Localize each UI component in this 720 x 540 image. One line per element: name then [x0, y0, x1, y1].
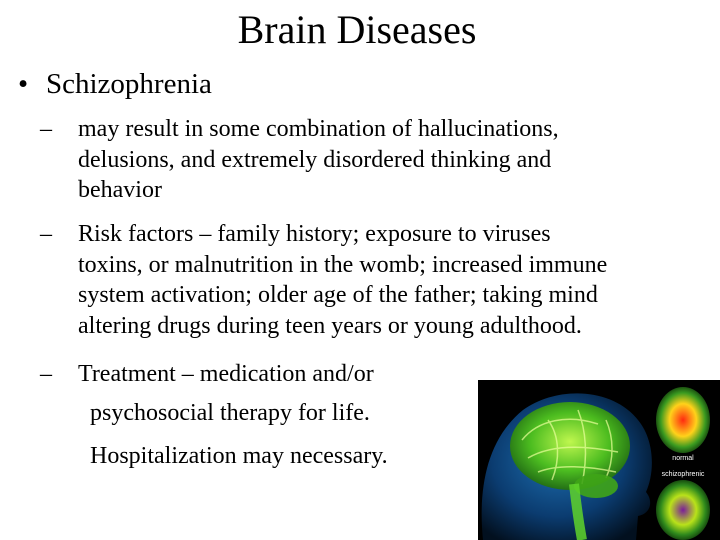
label-normal: normal — [672, 455, 694, 462]
dash-glyph: – — [40, 116, 52, 142]
line: may result in some combination of hallucinations, — [78, 116, 559, 142]
line: Treatment – medication and/or — [78, 361, 374, 387]
brain-scan-image — [478, 380, 720, 540]
line: behavior — [78, 177, 162, 203]
cerebellum-shape — [574, 474, 618, 498]
bullet-schizophrenia — [18, 66, 212, 102]
scan-normal — [656, 387, 710, 453]
dash-glyph: – — [40, 361, 52, 387]
scan-schizophrenic — [656, 480, 710, 540]
bullet-dot: • — [18, 68, 29, 100]
bullet-label: Schizophrenia — [46, 68, 212, 100]
treatment-line-3: Hospitalization may necessary. — [90, 443, 388, 469]
line: toxins, or malnutrition in the womb; increased immune — [78, 251, 608, 278]
line: altering drugs during teen years or young adulthood. — [78, 312, 582, 339]
label-schizophrenic: schizophrenic — [661, 471, 705, 478]
sub-item-risk-factors — [40, 219, 680, 341]
line: system activation; older age of the father; taking mind — [78, 282, 598, 308]
treatment-line-2: psychosocial therapy for life. — [90, 400, 370, 426]
dash-glyph: – — [40, 221, 52, 247]
brain-illustration — [478, 380, 720, 540]
line: Risk factors – family history; exposure to viruses — [78, 221, 551, 247]
slide-title: Brain Diseases — [237, 7, 477, 52]
sub-item-symptoms — [40, 114, 680, 206]
line: delusions, and extremely disordered thinking and — [78, 146, 552, 173]
